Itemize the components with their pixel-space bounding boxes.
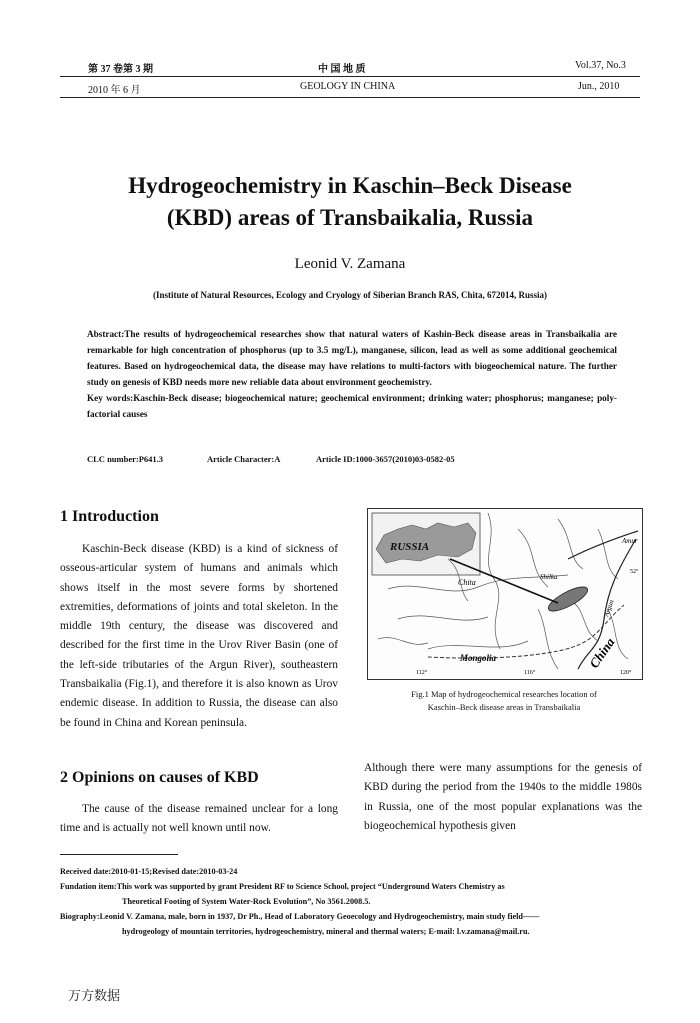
- id-value: 1000-3657(2010)03-0582-05: [355, 454, 455, 464]
- label-chita: Chita: [458, 578, 476, 587]
- section-1-body: [60, 540, 338, 733]
- char-label: Article Character:: [207, 454, 275, 464]
- section-2-heading: 2 Opinions on causes of KBD: [60, 769, 259, 786]
- funding-label: Fundation item:: [60, 882, 117, 891]
- char-value: A: [274, 454, 281, 464]
- keywords-label: Key words:: [87, 393, 134, 403]
- abstract-text: The results of hydrogeochemical researches show that natural waters of Kashin-Beck disease areas in Transbaikalia are remarkable for high concentration of phosphorus (up to 3.5 mg/L), manganese, silicon, lead as well as some additional geochemical features. Based on hydrogeochemical data, the disease may have relations to multi-factors with biogeochemical nature. The further study on genesis of KBD needs more new reliable data about environment geochemistry.: [87, 329, 617, 387]
- abstract: [87, 326, 617, 390]
- figure-1-map: [367, 508, 643, 680]
- footnotes: [60, 864, 640, 939]
- revised-label: Revised date:: [152, 867, 200, 876]
- title-line-2: (KBD) areas of Transbaikalia, Russia: [166, 205, 534, 230]
- watermark: 万方数据: [68, 989, 121, 1004]
- bio-text-2: hydrogeology of mountain territories, hydrogeochemistry, mineral and thermal waters; E-mail: l.v.zamana@mail.ru.: [122, 927, 530, 936]
- section-2-paragraph: The cause of the disease remained unclear for a long time and is actually not well known until now.: [60, 803, 338, 835]
- tick-112: 112°: [416, 670, 428, 676]
- label-mongolia: Mongolia: [460, 653, 497, 663]
- bio-label: Biography:: [60, 912, 100, 921]
- bio-line-2: [60, 924, 640, 939]
- section-2-body: [60, 800, 338, 839]
- keywords-text: Kaschin-Beck disease; biogeochemical nature; geochemical environment; drinking water; phosphorus; manganese; poly-factorial causes: [87, 393, 617, 419]
- caption-line-2: Kaschin–Beck disease areas in Transbaikalia: [427, 702, 581, 712]
- funding-line-2: [60, 894, 640, 909]
- tick-52: 52°: [630, 569, 639, 575]
- date-en: Jun., 2010: [578, 81, 620, 92]
- label-shilka: Shilka: [540, 573, 558, 581]
- journal-en: GEOLOGY IN CHINA: [300, 81, 396, 92]
- article-id: [316, 454, 455, 464]
- date-cn: 2010 年 6 月: [88, 85, 141, 96]
- tick-116: 116°: [524, 670, 536, 676]
- journal-cn: 中 国 地 质: [318, 64, 366, 75]
- label-amur: Amur: [622, 537, 638, 545]
- section-1-paragraph: Kaschin-Beck disease (KBD) is a kind of sickness of osseous-articular system of humans and animals which shows itself in the most severe forms by shortened extremities, deformations of joints and total skeleton. In the middle 19th century, the disease was discovered and described for the first time in the Urov River Basin (one of the left-side tributaries of the Argun River), southeastern Transbaikalia (Fig.1), and therefore it is also known as Urov endemic disease. In addition to Russia, the disease can also be found in China and Korean peninsula.: [60, 543, 338, 729]
- funding-text-2: Theoretical Footing of System Water-Rock Evolution”, No 3561.2008.5.: [122, 897, 371, 906]
- keywords: [87, 390, 617, 422]
- funding-text-1: This work was supported by grant President RF to Science School, project “Underground Waters Chemistry as: [116, 882, 505, 891]
- abstract-block: [87, 326, 617, 422]
- header-rule-top: [60, 76, 640, 77]
- article-character: [207, 454, 280, 464]
- bio-line: [60, 909, 640, 924]
- received-label: Received date:: [60, 867, 112, 876]
- header-rule-bottom: [60, 97, 640, 98]
- id-label: Article ID:: [316, 454, 356, 464]
- footnote-rule: [60, 854, 178, 855]
- author: Leonid V. Zamana: [294, 256, 406, 272]
- received-date: 2010-01-15;: [111, 867, 153, 876]
- abstract-label: Abstract:: [87, 329, 125, 339]
- volume-en: Vol.37, No.3: [575, 60, 626, 71]
- volume-cn: 第 37 卷第 3 期: [88, 64, 153, 75]
- label-russia: RUSSIA: [390, 541, 430, 553]
- title-line-1: Hydrogeochemistry in Kaschin–Beck Disease: [128, 173, 572, 198]
- caption-line-1: Fig.1 Map of hydrogeochemical researches location of: [411, 689, 597, 699]
- right-column-body: [364, 759, 642, 836]
- section-1-heading: 1 Introduction: [60, 508, 159, 525]
- clc: [87, 454, 163, 464]
- received-line: [60, 864, 640, 879]
- affiliation: (Institute of Natural Resources, Ecology and Cryology of Siberian Branch RAS, Chita, 672014, Russia): [152, 290, 548, 300]
- study-area: [545, 582, 590, 615]
- funding-line: [60, 879, 640, 894]
- right-column-paragraph: Although there were many assumptions for the genesis of KBD during the period from the 1940s to the middle 1980s in Russia, one of the most popular explanations was the biogeochemical hypothesis given: [364, 762, 642, 832]
- bio-text-1: Leonid V. Zamana, male, born in 1937, Dr Ph., Head of Laboratory Geoecology and Hydrogeochemistry, main study field——: [99, 912, 540, 921]
- tick-120: 120°: [620, 670, 632, 676]
- clc-value: P641.3: [138, 454, 164, 464]
- revised-date: 2010-03-24: [199, 867, 238, 876]
- paper-title: [60, 170, 640, 234]
- map-svg: [368, 509, 642, 679]
- label-china: China: [586, 634, 618, 671]
- figure-caption: [367, 688, 641, 714]
- label-argun: Argun: [602, 598, 616, 618]
- clc-label: CLC number:: [87, 454, 139, 464]
